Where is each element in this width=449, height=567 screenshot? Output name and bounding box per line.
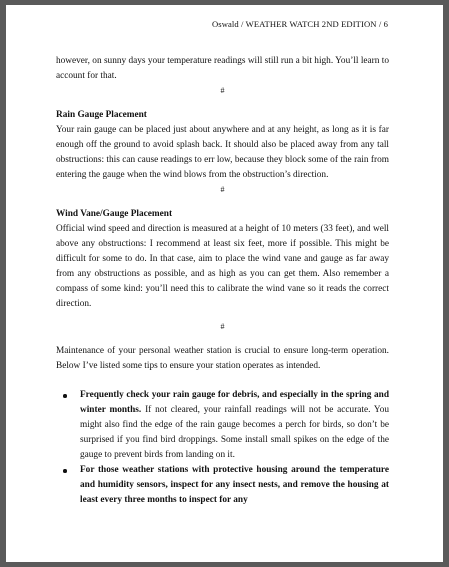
tip-text: If not cleared, your rainfall readings will not be accurate. You might also find the edge of the rain gauge becomes a perch for birds, so don’t be surprised if you find bird droppings. Some install small spikes on the edge of the gauge to prevent birds from landing on it.	[80, 405, 390, 460]
intro-paragraph: however, on sunny days your temperature readings will still run a bit high. You’ll learn to account for that.	[56, 56, 389, 81]
tip-bold-text: For those weather stations with protective housing around the temperature and humidity sensors, inspect for any insect nests, and remove the housing at least every three months to inspect for any	[80, 465, 389, 505]
bullet-icon	[63, 394, 67, 398]
section-heading-rain-gauge: Rain Gauge Placement	[56, 110, 147, 120]
list-item	[56, 388, 389, 463]
section-separator: #	[220, 322, 225, 331]
tip-bold-text: Frequently check your rain gauge for debris, and especially in the spring and winter months.	[80, 390, 389, 415]
bullet-icon	[63, 469, 67, 473]
section-text-rain-gauge: Your rain gauge can be placed just about anywhere and at any height, as long as it is far enough off the ground to avoid splash back. It should also be placed away from any tall obstructions: this can cause readings to err low, because they block some of the rain from entering the gauge when the wind blows from the obstruction’s direction.	[56, 125, 389, 180]
maintenance-tips-list	[56, 388, 389, 508]
document-page	[6, 5, 443, 562]
running-header: Oswald / WEATHER WATCH 2ND EDITION / 6	[211, 19, 388, 29]
section-separator: #	[220, 86, 225, 95]
section-heading-wind-vane: Wind Vane/Gauge Placement	[56, 209, 173, 219]
section-separator: #	[220, 185, 225, 194]
list-item	[56, 463, 389, 508]
section-text-wind-vane: Official wind speed and direction is measured at a height of 10 meters (33 feet), and well above any obstructions: I recommend at least six feet, more if possible. This might be difficult for some to do. In that case, aim to place the wind vane and gauge as far away from any obstructions as possible, and as high as you can get them. Also remember a compass of some kind: you’ll need this to calibrate the wind vane so it reads the correct direction.	[56, 224, 389, 309]
maintenance-paragraph: Maintenance of your personal weather station is crucial to ensure long-term operation. Below I’ve listed some tips to ensure your station operates as intended.	[56, 346, 389, 371]
page-body	[56, 54, 389, 508]
